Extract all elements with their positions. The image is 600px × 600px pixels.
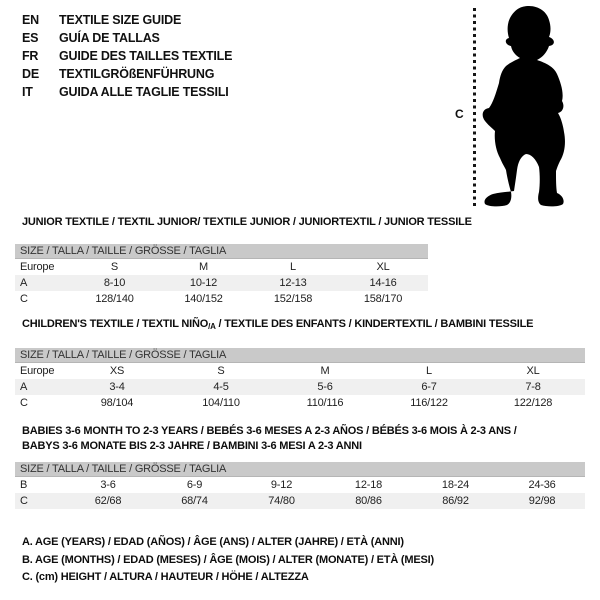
table-row xyxy=(15,275,428,291)
cell: 128/140 xyxy=(95,293,134,305)
table-row xyxy=(15,379,585,395)
row-label: B xyxy=(20,479,28,491)
cell: 18-24 xyxy=(441,479,470,491)
cell: 104/110 xyxy=(202,397,240,409)
table-row xyxy=(15,244,428,259)
cell: 6-7 xyxy=(421,381,437,393)
lang-label: GUIDE DES TAILLES TEXTILE xyxy=(59,49,233,63)
lang-row-it xyxy=(22,83,232,101)
row-label: C xyxy=(20,293,28,305)
cell: 14-16 xyxy=(369,277,397,289)
size-header-bar: SIZE / TALLA / TAILLE / GRÖSSE / TAGLIA xyxy=(15,462,585,477)
children-section xyxy=(15,318,585,411)
note-age-years: A. AGE (YEARS) / EDAD (AÑOS) / ÂGE (ANS) / ALTER (JAHRE) / ETÀ (ANNI) xyxy=(22,536,404,548)
cell: 116/122 xyxy=(410,397,448,409)
row-label: Europe xyxy=(20,261,55,273)
babies-size-table xyxy=(15,462,585,509)
lang-row-fr xyxy=(22,47,232,65)
babies-table-title xyxy=(22,424,585,454)
cell: 7-8 xyxy=(525,381,541,393)
cell: 12-13 xyxy=(279,277,307,289)
children-table-title xyxy=(22,318,585,333)
cell: L xyxy=(426,365,432,377)
children-size-table xyxy=(15,348,585,411)
cell: 8-10 xyxy=(103,277,126,289)
size-header-bar: SIZE / TALLA / TAILLE / GRÖSSE / TAGLIA xyxy=(15,244,428,259)
height-dashed-line xyxy=(473,8,476,206)
lang-row-es xyxy=(22,29,232,47)
cell: 98/104 xyxy=(100,397,134,409)
row-label: C xyxy=(20,495,28,507)
lang-code: ES xyxy=(22,31,39,45)
lang-code: DE xyxy=(22,67,39,81)
legend-notes xyxy=(22,534,434,587)
table-row xyxy=(15,291,428,307)
cell: 10-12 xyxy=(189,277,218,289)
lang-label: TEXTILGRÖßENFÜHRUNG xyxy=(59,67,215,81)
cell: 3-6 xyxy=(100,479,116,491)
cell: M xyxy=(199,261,208,273)
cell: 4-5 xyxy=(213,381,229,393)
lang-code: EN xyxy=(22,13,39,27)
lang-code: IT xyxy=(22,85,33,99)
table-row xyxy=(15,363,585,380)
babies-section xyxy=(15,424,585,509)
cell: 140/152 xyxy=(184,293,223,305)
lang-label: GUÍA DE TALLAS xyxy=(59,31,160,45)
table-row xyxy=(15,462,585,477)
cell: 152/158 xyxy=(273,293,313,305)
cell: 3-4 xyxy=(109,381,125,393)
cell: 110/116 xyxy=(306,397,344,409)
cell: 92/98 xyxy=(528,495,556,507)
language-guide xyxy=(22,11,232,101)
size-header-bar: SIZE / TALLA / TAILLE / GRÖSSE / TAGLIA xyxy=(15,348,585,363)
cell: S xyxy=(217,365,225,377)
table-row xyxy=(15,259,428,276)
children-title-subscript: /A xyxy=(208,322,216,331)
height-label-c: C xyxy=(455,107,464,121)
cell: L xyxy=(290,261,296,273)
baby-silhouette-icon xyxy=(478,4,584,208)
table-row xyxy=(15,477,585,494)
lang-code: FR xyxy=(22,49,39,63)
babies-title-line2: BABYS 3-6 MONATE BIS 2-3 JAHRE / BAMBINI 3-6 MESI A 2-3 ANNI xyxy=(22,440,362,452)
note-age-months: B. AGE (MONTHS) / EDAD (MESES) / ÂGE (MOIS) / ALTER (MONATE) / ETÀ (MESI) xyxy=(22,553,434,566)
lang-row-de xyxy=(22,65,232,83)
table-row xyxy=(15,348,585,363)
cell: 158/170 xyxy=(363,293,403,305)
cell: 12-18 xyxy=(354,479,383,491)
row-label: A xyxy=(20,381,28,393)
lang-label: GUIDA ALLE TAGLIE TESSILI xyxy=(59,85,229,99)
babies-title-line1: BABIES 3-6 MONTH TO 2-3 YEARS / BEBÉS 3-6 MESES A 2-3 AÑOS / BÉBÉS 3-6 MOIS À 2-3 ANS / xyxy=(22,425,517,437)
lang-row-en xyxy=(22,11,232,29)
cell: 24-36 xyxy=(528,479,556,491)
junior-size-table xyxy=(15,244,428,307)
children-title-prefix: CHILDREN'S TEXTILE / TEXTIL NIÑO xyxy=(22,318,209,330)
row-label: Europe xyxy=(20,365,55,377)
cell: 62/68 xyxy=(94,495,122,507)
children-title-suffix: / TEXTILE DES ENFANTS / KINDERTEXTIL / BAMBINI TESSILE xyxy=(215,318,534,330)
cell: 5-6 xyxy=(317,381,333,393)
cell: 80/86 xyxy=(355,495,382,507)
junior-section xyxy=(15,216,472,307)
table-row xyxy=(15,493,585,509)
row-label: A xyxy=(20,277,28,289)
cell: XS xyxy=(109,365,125,377)
row-label: C xyxy=(20,397,28,409)
cell: 68/74 xyxy=(181,495,208,507)
cell: 74/80 xyxy=(268,495,295,507)
cell: 9-12 xyxy=(270,479,293,491)
junior-table-title: JUNIOR TEXTILE / TEXTIL JUNIOR/ TEXTILE JUNIOR / JUNIORTEXTIL / JUNIOR TESSILE xyxy=(22,216,472,228)
cell: XL xyxy=(376,261,390,273)
note-height-cm: C. (cm) HEIGHT / ALTURA / HAUTEUR / HÖHE / ALTEZZA xyxy=(22,571,309,583)
cell: M xyxy=(320,365,330,377)
cell: S xyxy=(110,261,119,273)
table-row xyxy=(15,395,585,411)
cell: 122/128 xyxy=(513,397,553,409)
cell: XL xyxy=(526,365,540,377)
cell: 86/92 xyxy=(442,495,469,507)
lang-label: TEXTILE SIZE GUIDE xyxy=(59,13,182,27)
cell: 6-9 xyxy=(186,479,203,491)
